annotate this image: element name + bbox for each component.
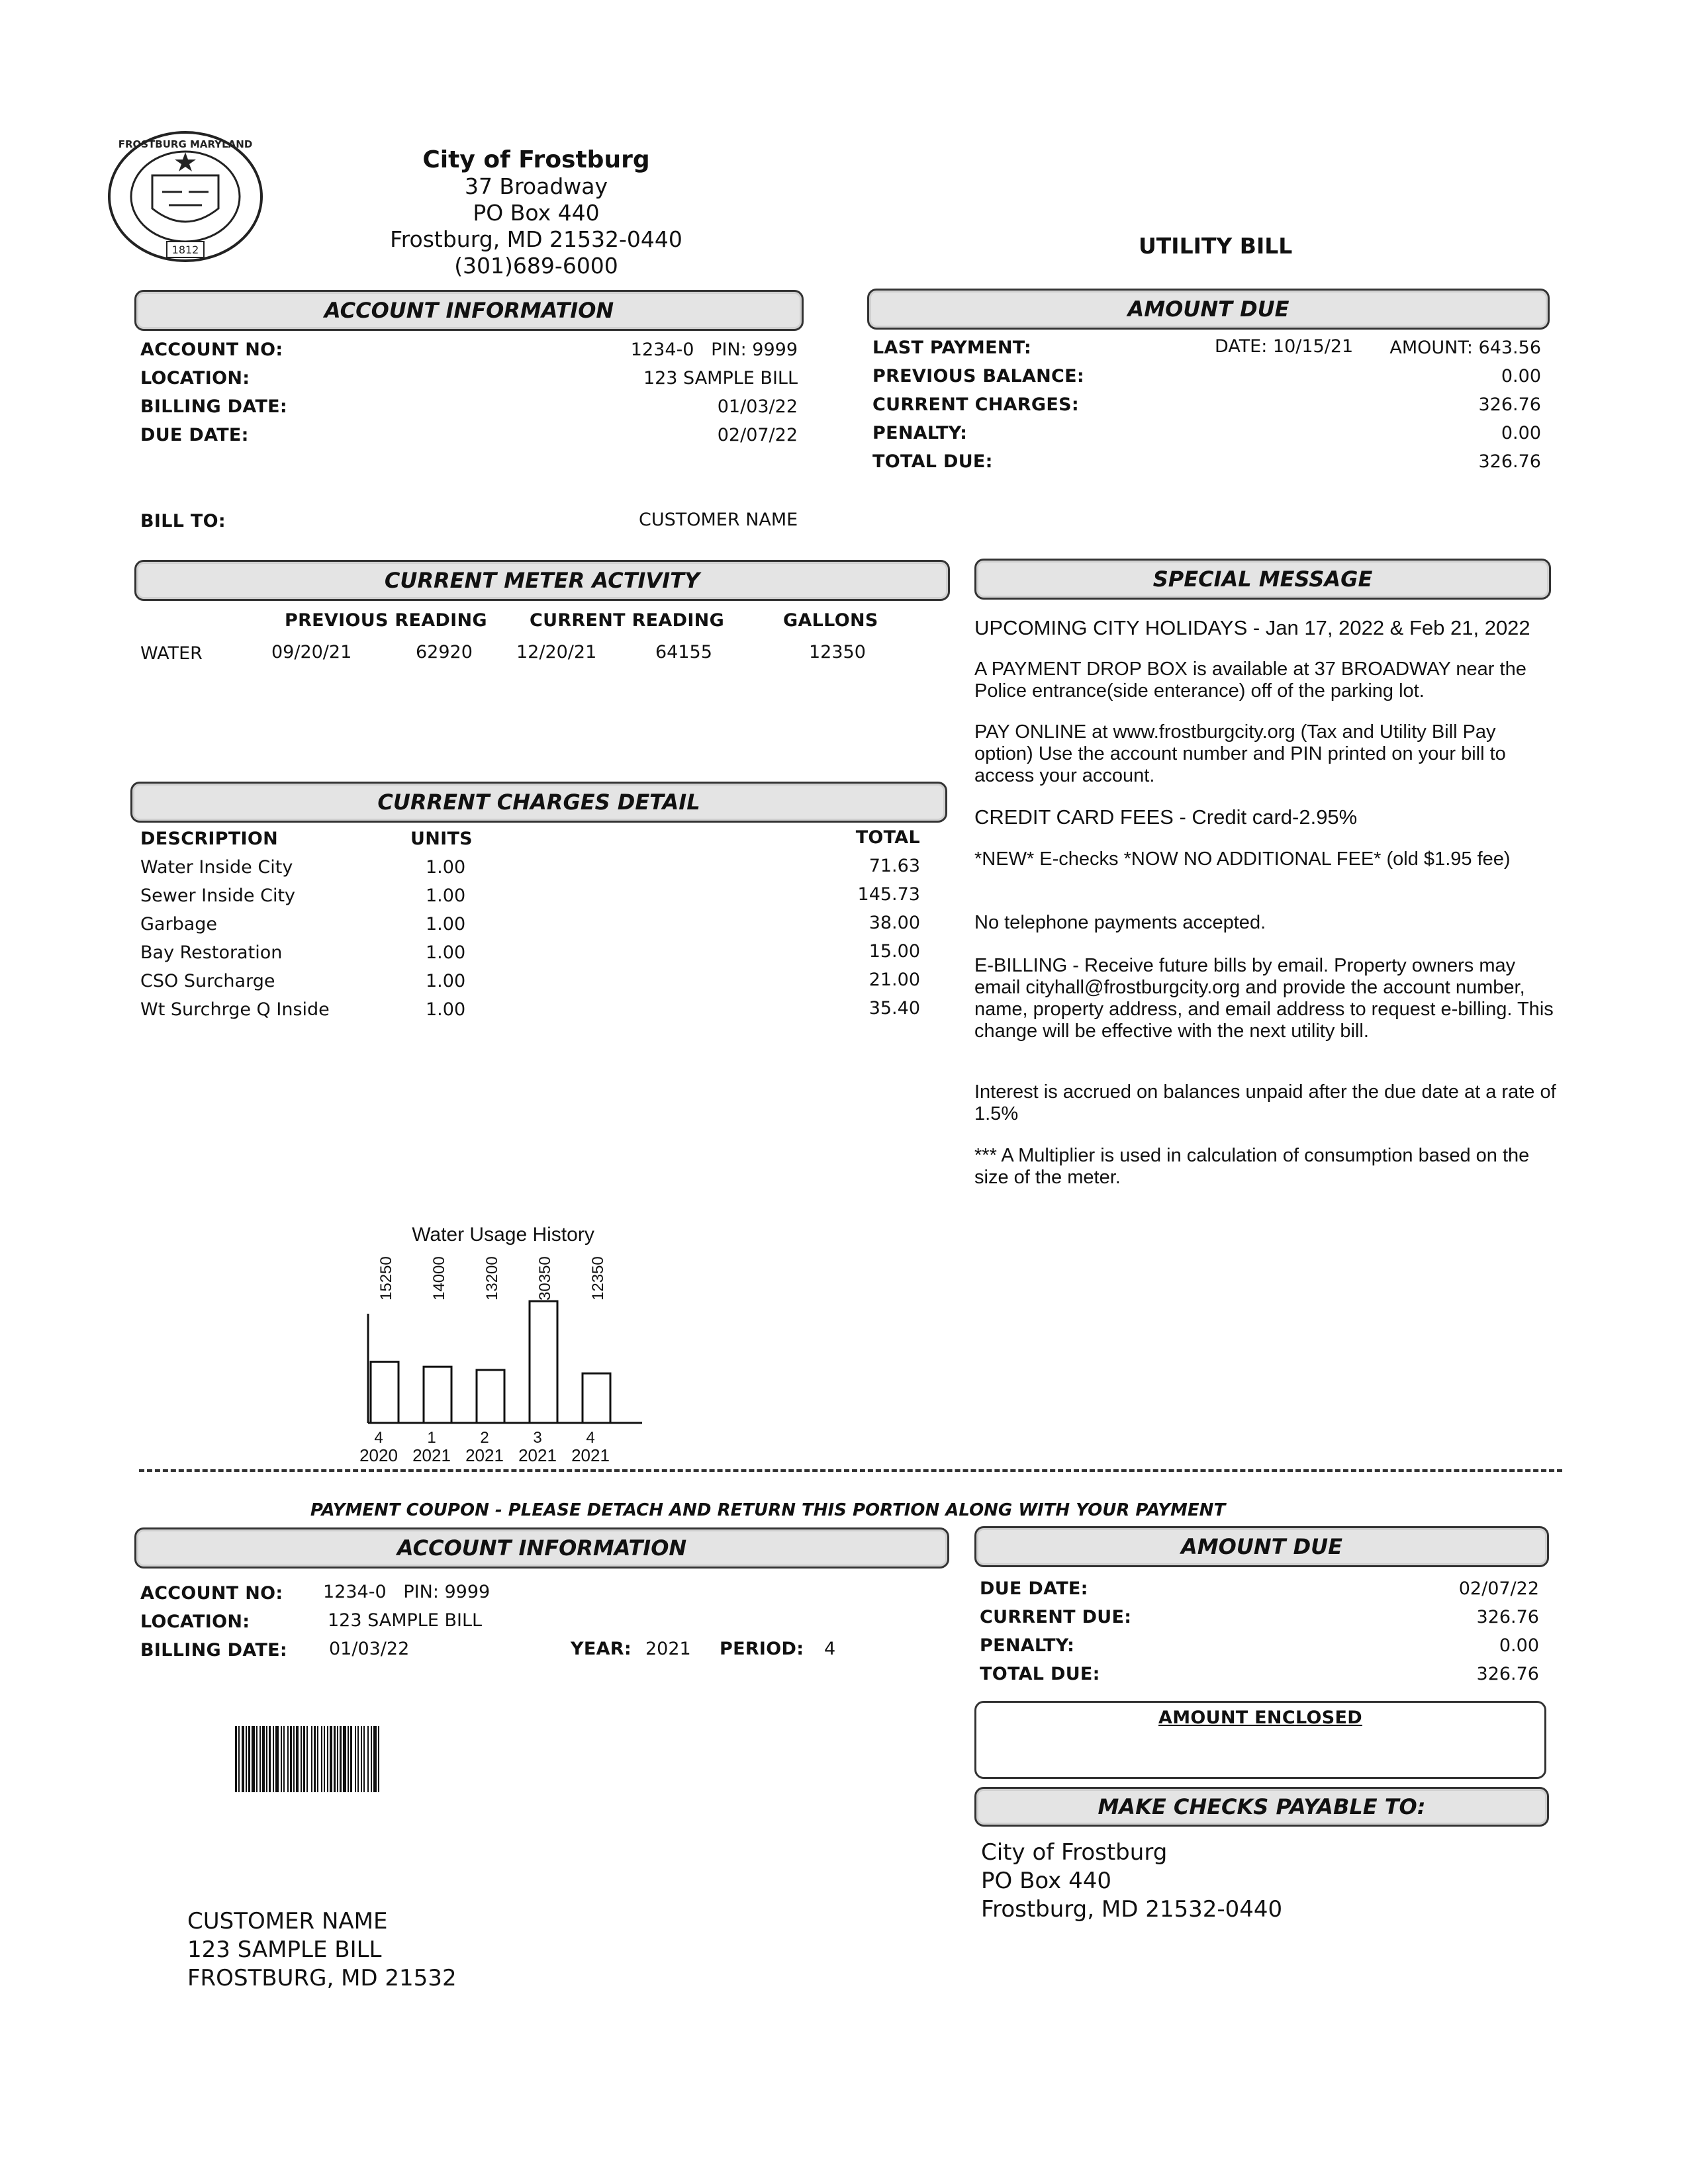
coupon-amount-due-header: AMOUNT DUE — [974, 1526, 1549, 1567]
chart-period-label: 2 — [480, 1429, 489, 1447]
special-message-3: PAY ONLINE at www.frostburgcity.org (Tax and Utility Bill Pay option) Use the account number and PIN printed on your bill to access your account. — [974, 721, 1506, 786]
coupon-billing-value: 01/03/22 — [329, 1639, 410, 1659]
mailing-address — [187, 1907, 457, 1993]
billing-date-label: BILLING DATE: — [140, 396, 288, 417]
coupon-year-label: YEAR: — [571, 1639, 632, 1659]
last-payment-amount: AMOUNT: 643.56 — [1389, 338, 1541, 358]
water-usage-chart — [344, 1218, 649, 1463]
charge-total-3: 38.00 — [868, 913, 920, 933]
penalty-label: PENALTY: — [872, 423, 968, 443]
chart-bar — [583, 1373, 610, 1423]
account-info-header: ACCOUNT INFORMATION — [134, 290, 804, 331]
doc-title: UTILITY BILL — [1139, 233, 1293, 259]
total-due-value: 326.76 — [1478, 451, 1541, 472]
chart-period-label: 1 — [427, 1429, 436, 1447]
meter-prev-date: 09/20/21 — [271, 642, 352, 662]
coupon-billing-label: BILLING DATE: — [140, 1640, 288, 1661]
location-label: LOCATION: — [140, 368, 250, 388]
coupon-due-date-label: DUE DATE: — [980, 1578, 1088, 1599]
chart-value-label: 30350 — [536, 1256, 554, 1300]
charge-total-1: 71.63 — [868, 856, 920, 876]
charges-col-units: UNITS — [410, 829, 473, 849]
coupon-current-due-value: 326.76 — [1476, 1607, 1539, 1627]
chart-bar — [424, 1367, 451, 1423]
account-no-label: ACCOUNT NO: — [140, 340, 283, 360]
payable-address — [981, 1839, 1282, 1924]
location-value: 123 SAMPLE BILL — [643, 368, 798, 388]
chart-bar — [371, 1362, 399, 1423]
seal-year: 1812 — [171, 244, 199, 256]
coupon-location-label: LOCATION: — [140, 1612, 250, 1632]
payable-line-3: Frostburg, MD 21532-0440 — [981, 1896, 1283, 1923]
current-charges-label: CURRENT CHARGES: — [872, 394, 1079, 415]
coupon-period-value: 4 — [824, 1639, 836, 1659]
meter-header: CURRENT METER ACTIVITY — [134, 560, 950, 601]
chart-year-label: 2020 — [359, 1445, 398, 1463]
payable-line-1: City of Frostburg — [981, 1839, 1168, 1866]
special-message-6: No telephone payments accepted. — [974, 912, 1266, 933]
org-block — [371, 147, 702, 279]
org-address-3: Frostburg, MD 21532-0440 — [390, 226, 682, 252]
last-payment-label: LAST PAYMENT: — [872, 338, 1032, 358]
coupon-account-label: ACCOUNT NO: — [140, 1583, 283, 1604]
coupon-total-due-value: 326.76 — [1476, 1664, 1539, 1684]
charge-units-3: 1.00 — [426, 914, 466, 934]
penalty-value: 0.00 — [1501, 423, 1541, 443]
chart-period-label: 4 — [374, 1429, 383, 1447]
coupon-total-due-label: TOTAL DUE: — [980, 1664, 1100, 1684]
meter-col-curr: CURRENT READING — [530, 610, 725, 631]
charge-units-1: 1.00 — [426, 857, 466, 878]
bill-to-label: BILL TO: — [140, 511, 226, 531]
detach-line — [139, 1469, 1562, 1472]
chart-bar — [477, 1370, 504, 1423]
coupon-period-label: PERIOD: — [720, 1639, 804, 1659]
special-message-8: Interest is accrued on balances unpaid after the due date at a rate of 1.5% — [974, 1081, 1556, 1124]
chart-year-label: 2021 — [518, 1445, 557, 1463]
chart-year-label: 2021 — [465, 1445, 504, 1463]
charge-desc-2: Sewer Inside City — [140, 886, 296, 906]
charge-units-5: 1.00 — [426, 971, 466, 991]
org-phone: (301)689-6000 — [454, 253, 618, 279]
chart-title: Water Usage History — [412, 1224, 594, 1246]
meter-prev-read: 62920 — [416, 642, 473, 662]
city-seal — [106, 129, 265, 265]
previous-balance-value: 0.00 — [1501, 366, 1541, 387]
charges-col-desc: DESCRIPTION — [140, 829, 279, 849]
special-message-1: UPCOMING CITY HOLIDAYS - Jan 17, 2022 & Feb 21, 2022 — [974, 616, 1530, 639]
chart-year-label: 2021 — [571, 1445, 610, 1463]
org-name: City of Frostburg — [422, 146, 650, 173]
mail-line-3: FROSTBURG, MD 21532 — [187, 1965, 457, 1991]
charge-units-4: 1.00 — [426, 942, 466, 963]
amount-enclosed-label: AMOUNT ENCLOSED — [1158, 1707, 1362, 1728]
chart-value-label: 13200 — [483, 1256, 501, 1300]
coupon-account-value: 1234-0 PIN: 9999 — [323, 1582, 491, 1602]
special-message-9: *** A Multiplier is used in calculation of consumption based on the size of the meter. — [974, 1145, 1530, 1188]
charge-desc-6: Wt Surchrge Q Inside — [140, 999, 330, 1020]
charge-units-2: 1.00 — [426, 886, 466, 906]
meter-curr-read: 64155 — [655, 642, 712, 662]
meter-gallons: 12350 — [809, 642, 866, 662]
current-charges-value: 326.76 — [1478, 394, 1541, 415]
special-message-2: A PAYMENT DROP BOX is available at 37 BROADWAY near the Police entrance(side enterance) off of the parking lot. — [974, 659, 1526, 702]
due-date-value: 02/07/22 — [717, 425, 798, 445]
chart-value-label: 12350 — [589, 1256, 607, 1300]
chart-period-label: 4 — [586, 1429, 595, 1447]
coupon-account-header: ACCOUNT INFORMATION — [134, 1527, 949, 1569]
charge-desc-3: Garbage — [140, 914, 218, 934]
charge-total-5: 21.00 — [868, 970, 920, 990]
seal-text: FROSTBURG MARYLAND — [118, 138, 253, 150]
previous-balance-label: PREVIOUS BALANCE: — [872, 366, 1085, 387]
special-message-header: SPECIAL MESSAGE — [974, 559, 1551, 600]
charges-col-total: TOTAL — [855, 827, 920, 848]
coupon-due-date-value: 02/07/22 — [1458, 1578, 1539, 1599]
payable-header: MAKE CHECKS PAYABLE TO: — [974, 1787, 1549, 1827]
coupon-year-value: 2021 — [645, 1639, 691, 1659]
coupon-penalty-label: PENALTY: — [980, 1635, 1075, 1656]
charge-desc-4: Bay Restoration — [140, 942, 283, 963]
coupon-location-value: 123 SAMPLE BILL — [328, 1610, 483, 1631]
meter-curr-date: 12/20/21 — [516, 642, 597, 662]
org-address-2: PO Box 440 — [473, 200, 600, 226]
mail-line-1: CUSTOMER NAME — [187, 1908, 388, 1934]
charge-total-6: 35.40 — [868, 998, 920, 1019]
amount-due-header: AMOUNT DUE — [867, 289, 1550, 330]
chart-value-label: 14000 — [430, 1256, 448, 1300]
billing-date-value: 01/03/22 — [717, 396, 798, 417]
special-message-4: CREDIT CARD FEES - Credit card-2.95% — [974, 805, 1358, 829]
charge-desc-1: Water Inside City — [140, 857, 293, 878]
coupon-penalty-value: 0.00 — [1499, 1635, 1539, 1656]
mail-line-2: 123 SAMPLE BILL — [187, 1936, 382, 1963]
chart-value-label: 15250 — [377, 1256, 395, 1300]
special-message-7: E-BILLING - Receive future bills by email. Property owners may email cityhall@frostburgcity.org and provide the account number, name, property address, and email address to request e-billing. This change will be effective with the next utility bill. — [974, 955, 1554, 1042]
special-message-5: *NEW* E-checks *NOW NO ADDITIONAL FEE* (old $1.95 fee) — [974, 848, 1511, 870]
coupon-current-due-label: CURRENT DUE: — [980, 1607, 1132, 1627]
chart-year-label: 2021 — [412, 1445, 451, 1463]
meter-service: WATER — [140, 643, 203, 664]
chart-bar — [530, 1301, 557, 1423]
barcode — [235, 1726, 592, 1792]
coupon-title: PAYMENT COUPON - PLEASE DETACH AND RETURN THIS PORTION ALONG WITH YOUR PAYMENT — [310, 1500, 1226, 1520]
account-no-value: 1234-0 PIN: 9999 — [630, 340, 798, 360]
charge-total-2: 145.73 — [857, 884, 920, 905]
charges-header: CURRENT CHARGES DETAIL — [130, 782, 947, 823]
meter-col-gallons: GALLONS — [783, 610, 878, 631]
payable-line-2: PO Box 440 — [981, 1868, 1111, 1894]
org-address-1: 37 Broadway — [464, 173, 608, 199]
charge-units-6: 1.00 — [426, 999, 466, 1020]
due-date-label: DUE DATE: — [140, 425, 249, 445]
total-due-label: TOTAL DUE: — [872, 451, 993, 472]
last-payment-date: DATE: 10/15/21 — [1215, 336, 1354, 357]
charge-desc-5: CSO Surcharge — [140, 971, 275, 991]
bill-to-value: CUSTOMER NAME — [639, 510, 798, 530]
chart-period-label: 3 — [533, 1429, 542, 1447]
charge-total-4: 15.00 — [868, 941, 920, 962]
meter-col-prev: PREVIOUS READING — [285, 610, 487, 631]
